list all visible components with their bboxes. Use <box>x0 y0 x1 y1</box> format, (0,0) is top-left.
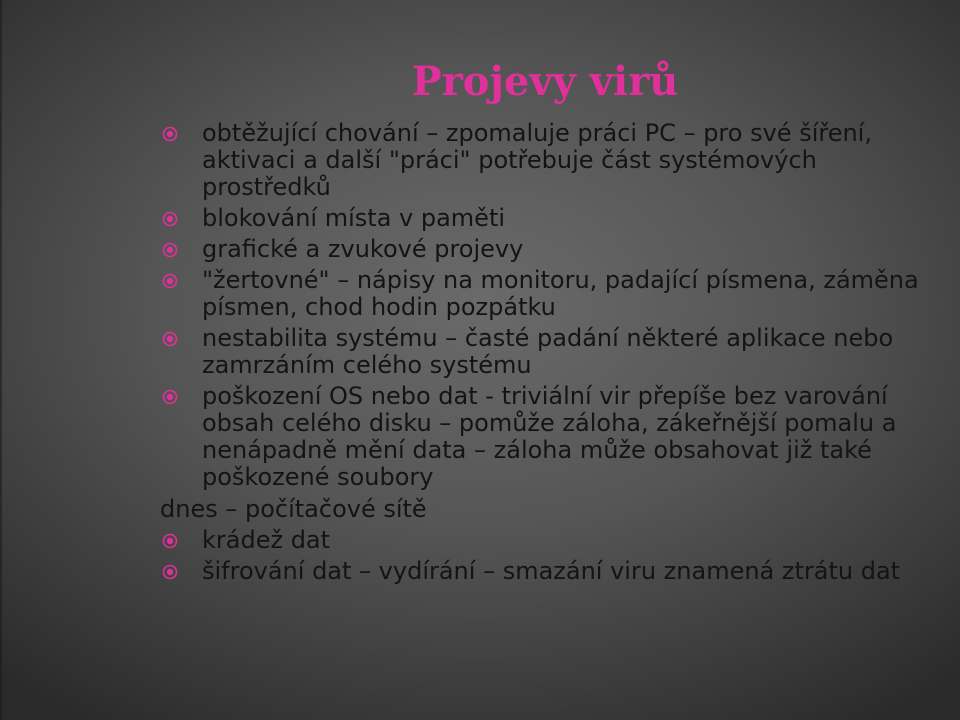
target-circle-icon <box>162 331 178 347</box>
bullet-text: grafické a zvukové projevy <box>202 235 524 263</box>
bullet-item <box>160 527 940 554</box>
target-circle-icon <box>162 273 178 289</box>
bullet-text: "žertovné" – nápisy na monitoru, padající písmena, záměna písmen, chod hodin pozpátku <box>202 266 919 321</box>
bullet-text: obtěžující chování – zpomaluje práci PC – pro své šíření, aktivaci a další "práci" potřebuje část systémových prostředků <box>202 119 872 201</box>
target-circle-icon <box>162 126 178 142</box>
bullet-item <box>160 325 940 379</box>
section-line: dnes – počítačové sítě <box>160 495 427 523</box>
bullet-text: poškození OS nebo dat - triviální vir přepíše bez varování obsah celého disku – pomůže záloha, zákeřnější pomalu a nenápadně mění data – záloha může obsahovat již také poškozené soubory <box>202 382 897 491</box>
bullet-item <box>160 558 940 585</box>
decorative-line <box>0 0 2 720</box>
target-circle-icon <box>162 533 178 549</box>
slide-content <box>160 120 940 585</box>
bullet-item <box>160 120 940 201</box>
bullet-item <box>160 205 940 232</box>
bullet-text: krádež dat <box>202 526 331 554</box>
slide-title: Projevy virů <box>411 58 679 105</box>
target-circle-icon <box>162 389 178 405</box>
bullet-text: blokování místa v paměti <box>202 204 506 232</box>
bullet-text: nestabilita systému – časté padání některé aplikace nebo zamrzáním celého systému <box>202 324 894 379</box>
target-circle-icon <box>162 211 178 227</box>
bullet-item <box>160 267 940 321</box>
target-circle-icon <box>162 564 178 580</box>
bullet-text: šifrování dat – vydírání – smazání viru znamená ztrátu dat <box>202 557 901 585</box>
bullet-item <box>160 383 940 491</box>
target-circle-icon <box>162 242 178 258</box>
bullet-item <box>160 236 940 263</box>
